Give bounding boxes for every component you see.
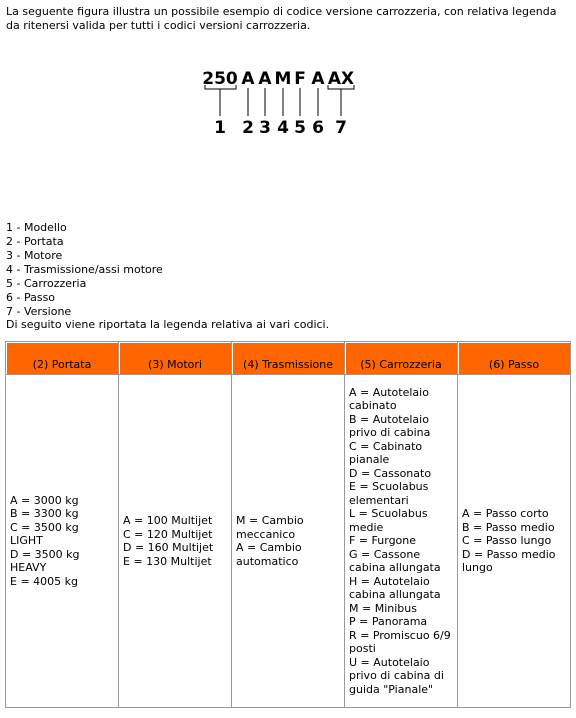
code-number-6: 6 [312,118,324,138]
header-carrozzeria [345,342,458,375]
carrozzeria-value: F = Furgone [349,534,417,548]
code-number-5: 5 [294,118,306,138]
code-segment-transmission: M [274,69,292,89]
motore-value: A = 100 Multijet [123,514,213,527]
header-passo [458,342,571,375]
legend-item: 3 - Motore [6,249,63,262]
header-motori [119,342,232,375]
header-label: (5) Carrozzeria [360,357,442,371]
trasmissione-value: A = Cambio automatico [236,541,302,568]
cell-trasmissione [232,375,345,708]
code-legend-list [6,221,163,319]
header-label: (4) Trasmissione [243,357,333,371]
code-number-4: 4 [277,118,289,138]
cell-portata [6,375,119,708]
code-segment-model: 250 [202,69,238,89]
header-label: (2) Portata [32,357,92,371]
portata-value: B = 3300 kg [10,507,79,521]
code-segment-payload: A [241,69,255,89]
carrozzeria-value: R = Promiscuo 6/9 posti [349,628,451,656]
passo-value: B = Passo medio [462,520,555,534]
cell-carrozzeria [345,375,458,708]
legend-item: 5 - Carrozzeria [6,277,87,290]
legend-item: 7 - Versione [6,305,72,318]
table-header-row [6,342,571,375]
header-label: (6) Passo [488,357,540,371]
passo-value: A = Passo corto [462,507,549,521]
header-trasmissione [232,342,345,375]
carrozzeria-value: P = Panorama [349,615,428,629]
carrozzeria-value: A = Autotelaio cabinato [349,385,429,413]
carrozzeria-value: M = Minibus [349,601,417,615]
portata-value: D = 3500 kg HEAVY [10,547,80,575]
version-code-figure [200,64,370,144]
legend-item: 6 - Passo [6,291,56,304]
carrozzeria-value: C = Cabinato pianale [349,439,423,467]
code-number-7: 7 [335,118,347,138]
legend-item: 4 - Trasmissione/assi motore [6,263,163,276]
portata-value: A = 3000 kg [10,493,79,507]
carrozzeria-value: D = Cassonato [349,466,432,480]
header-portata [6,342,119,375]
table-row [6,375,571,708]
code-number-3: 3 [259,118,271,138]
legend-item: 2 - Portata [6,235,64,248]
code-segment-body: F [294,69,306,89]
legend-note: Di seguito viene riportata la legenda relativa ai vari codici. [6,318,330,331]
code-number-2: 2 [242,118,254,138]
intro-text: La seguente figura illustra un possibile esempio di codice versione carrozzeria, con relativa legenda da ritenersi valida per tutti i codici versioni carrozzeria. [6,5,557,32]
passo-value: D = Passo medio lungo [462,547,556,575]
legend-item: 1 - Modello [6,221,67,234]
passo-value: C = Passo lungo [462,534,552,548]
code-connectors [205,85,354,116]
carrozzeria-value: G = Cassone cabina allungata [349,547,441,575]
code-segment-wheelbase: A [311,69,325,89]
portata-value: C = 3500 kg LIGHT [10,520,79,548]
header-label: (3) Motori [148,357,202,371]
code-segment-engine: A [258,69,272,89]
carrozzeria-value: U = Autotelaio privo di cabina di guida "Pianale" [349,655,444,696]
carrozzeria-value: E = Scuolabus elementari [349,480,429,507]
code-number-1: 1 [214,118,226,138]
carrozzeria-value: L = Scuolabus medie [349,507,428,534]
trasmissione-value: M = Cambio meccanico [236,514,304,541]
motore-value: D = 160 Multijet [123,541,214,554]
cell-motori [119,375,232,708]
motore-value: C = 120 Multijet [123,527,213,541]
carrozzeria-value: H = Autotelaio cabina allungata [349,574,441,602]
code-segment-version: AX [327,69,355,89]
carrozzeria-value: B = Autotelaio privo di cabina [349,412,431,440]
codes-table [5,341,571,708]
motore-value: E = 130 Multijet [123,554,212,568]
cell-passo [458,375,571,708]
portata-value: E = 4005 kg [10,574,79,588]
